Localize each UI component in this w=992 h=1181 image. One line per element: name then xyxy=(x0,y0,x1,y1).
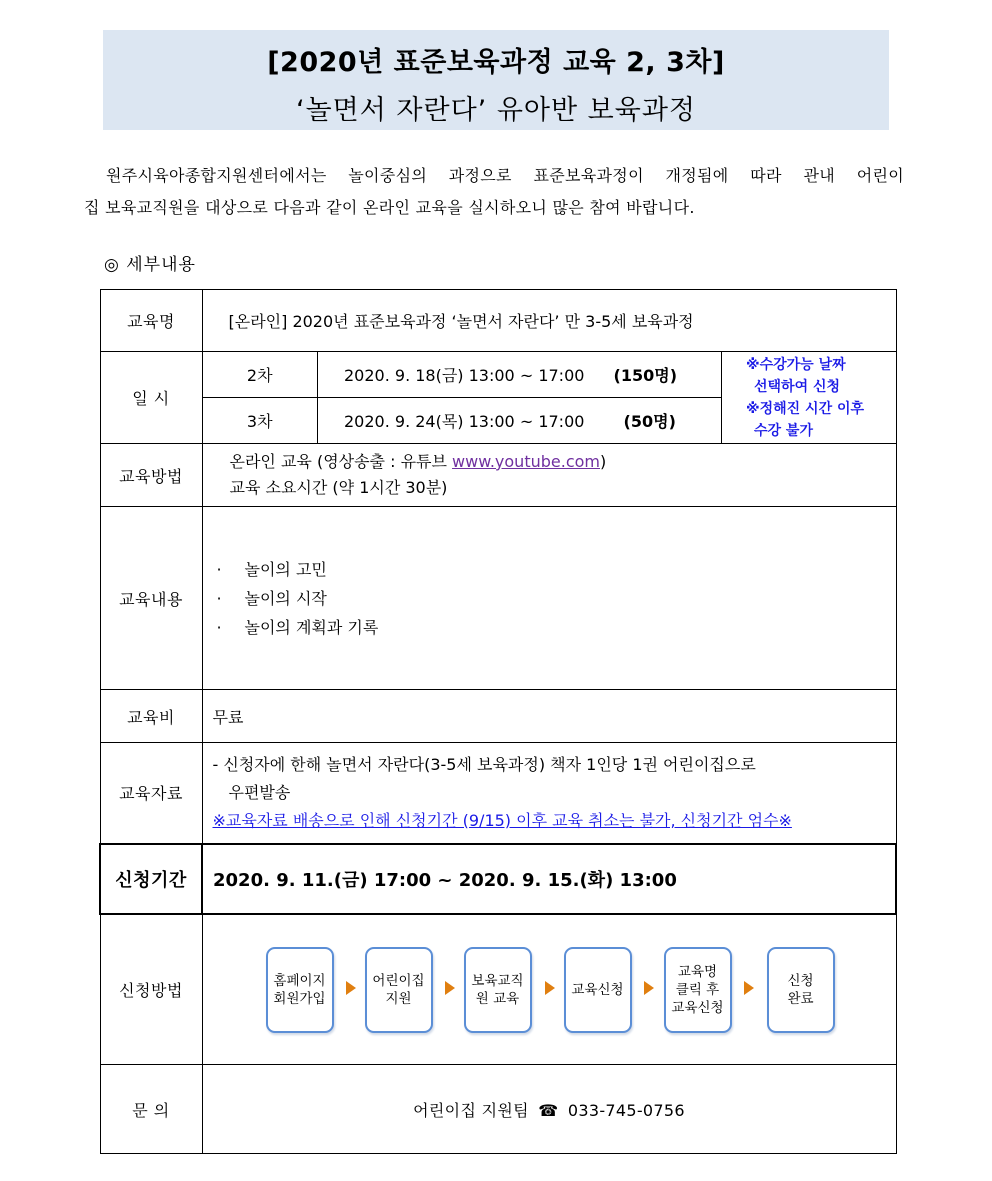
list-item-text: 놀이의 계획과 기록 xyxy=(244,617,379,637)
course-name-value: [온라인] 2020년 표준보육과정 ‘놀면서 자란다’ 만 3-5세 보육과정 xyxy=(202,290,896,352)
list-item: · 놀이의 시작 xyxy=(216,588,327,608)
row-schedule xyxy=(100,352,896,444)
step-signup xyxy=(266,947,334,1033)
step-line: 홈페이지 xyxy=(273,972,326,989)
label-content: 교육내용 xyxy=(100,507,202,690)
step-line: 교육신청 xyxy=(571,981,624,998)
row-content xyxy=(100,507,896,690)
material-notice: ※교육자료 배송으로 인해 신청기간 (9/15) 이후 교육 취소는 불가, 신청기간 엄수※ xyxy=(212,810,792,830)
contact-team: 어린이집 지원팀 xyxy=(413,1100,529,1120)
method-value xyxy=(202,444,896,507)
page-title: [2020년 표준보육과정 교육 2, 3차] xyxy=(267,47,725,78)
step-line: 교육신청 xyxy=(671,999,724,1016)
list-item-text: 놀이의 고민 xyxy=(244,559,327,579)
phone-icon: ☎ xyxy=(538,1100,559,1120)
schedule-table xyxy=(203,352,896,443)
material-line-1: - 신청자에 한해 놀면서 자란다(3-5세 보육과정) 책자 1인당 1권 어린이집으로 xyxy=(212,754,756,774)
method-text: 온라인 교육 (영상송출 : 유튜브 xyxy=(229,452,453,471)
method-line-1 xyxy=(230,449,896,475)
step-line: 회원가입 xyxy=(273,990,326,1007)
label-period: 신청기간 xyxy=(100,844,202,914)
session-round: 3차 xyxy=(203,397,318,443)
row-course-name xyxy=(100,290,896,352)
row-apply xyxy=(100,914,896,1065)
step-line: 신청 xyxy=(787,972,814,989)
intro-line-2: 집 보육교직원을 대상으로 다음과 같이 온라인 교육을 실시하오니 많은 참여 바랍니다. xyxy=(84,198,695,217)
step-daycare-support xyxy=(365,947,433,1033)
row-period xyxy=(100,844,896,914)
step-line: 완료 xyxy=(787,990,814,1007)
arrow-right-icon xyxy=(346,981,356,995)
list-item: · 놀이의 고민 xyxy=(216,559,327,579)
step-line: 교육명 xyxy=(677,963,718,980)
details-table xyxy=(99,289,897,1154)
label-fee: 교육비 xyxy=(100,690,202,743)
material-value xyxy=(202,743,896,844)
youtube-link[interactable]: www.youtube.com xyxy=(452,452,600,471)
session-datetime-text: 2020. 9. 24(목) 13:00 ~ 17:00 xyxy=(344,411,585,431)
note-line: 수강 불가 xyxy=(754,422,813,439)
note-line: 선택하여 신청 xyxy=(754,378,841,395)
session-capacity: (150명) xyxy=(613,365,678,385)
step-complete xyxy=(767,947,835,1033)
label-apply: 신청방법 xyxy=(100,914,202,1065)
label-course-name: 교육명 xyxy=(100,290,202,352)
arrow-right-icon xyxy=(644,981,654,995)
period-value: 2020. 9. 11.(금) 17:00 ~ 2020. 9. 15.(화) 13:00 xyxy=(202,844,896,914)
apply-steps xyxy=(202,914,896,1065)
row-contact xyxy=(100,1065,896,1154)
step-click-course xyxy=(664,947,732,1033)
intro-line-1: 원주시육아종합지원센터에서는 놀이중심의 과정으로 표준보육과정이 개정됨에 따라 관내 어린이 xyxy=(106,166,904,185)
note-line: ※정해진 시간 이후 xyxy=(746,400,865,417)
session-datetime-text: 2020. 9. 18(금) 13:00 ~ 17:00 xyxy=(344,365,585,385)
contact-phone: 033-745-0756 xyxy=(567,1100,685,1120)
label-contact: 문 의 xyxy=(100,1065,202,1154)
row-method xyxy=(100,444,896,507)
label-method: 교육방법 xyxy=(100,444,202,507)
note-line: ※수강가능 날짜 xyxy=(746,356,846,373)
arrow-right-icon xyxy=(545,981,555,995)
label-schedule: 일 시 xyxy=(100,352,202,444)
arrow-right-icon xyxy=(744,981,754,995)
arrow-right-icon xyxy=(445,981,455,995)
row-material xyxy=(100,743,896,844)
fee-value: 무료 xyxy=(202,690,896,743)
intro-paragraph xyxy=(84,160,904,224)
session-capacity: (50명) xyxy=(623,411,676,431)
step-line: 지원 xyxy=(385,990,412,1007)
step-line: 보육교직 xyxy=(471,972,524,989)
step-line: 어린이집 xyxy=(372,972,425,989)
title-banner xyxy=(103,30,889,130)
session-round: 2차 xyxy=(203,352,318,397)
page-subtitle: ‘놀면서 자란다’ 유아반 보육과정 xyxy=(296,95,696,126)
session-datetime xyxy=(318,352,722,397)
list-item-text: 놀이의 시작 xyxy=(244,588,327,608)
label-material: 교육자료 xyxy=(100,743,202,844)
step-staff-training xyxy=(464,947,532,1033)
method-text-end: ) xyxy=(600,452,607,471)
schedule-notes xyxy=(722,352,896,443)
session-datetime xyxy=(318,397,722,443)
contact-value xyxy=(202,1065,896,1154)
content-list xyxy=(202,507,896,690)
row-fee xyxy=(100,690,896,743)
method-line-2: 교육 소요시간 (약 1시간 30분) xyxy=(229,478,448,497)
list-item: · 놀이의 계획과 기록 xyxy=(216,617,379,637)
material-line-2: 우편발송 xyxy=(228,782,291,802)
section-heading: ◎ 세부내용 xyxy=(104,255,196,275)
step-training-apply xyxy=(564,947,632,1033)
step-line: 클릭 후 xyxy=(675,981,720,998)
step-line: 원 교육 xyxy=(475,990,520,1007)
